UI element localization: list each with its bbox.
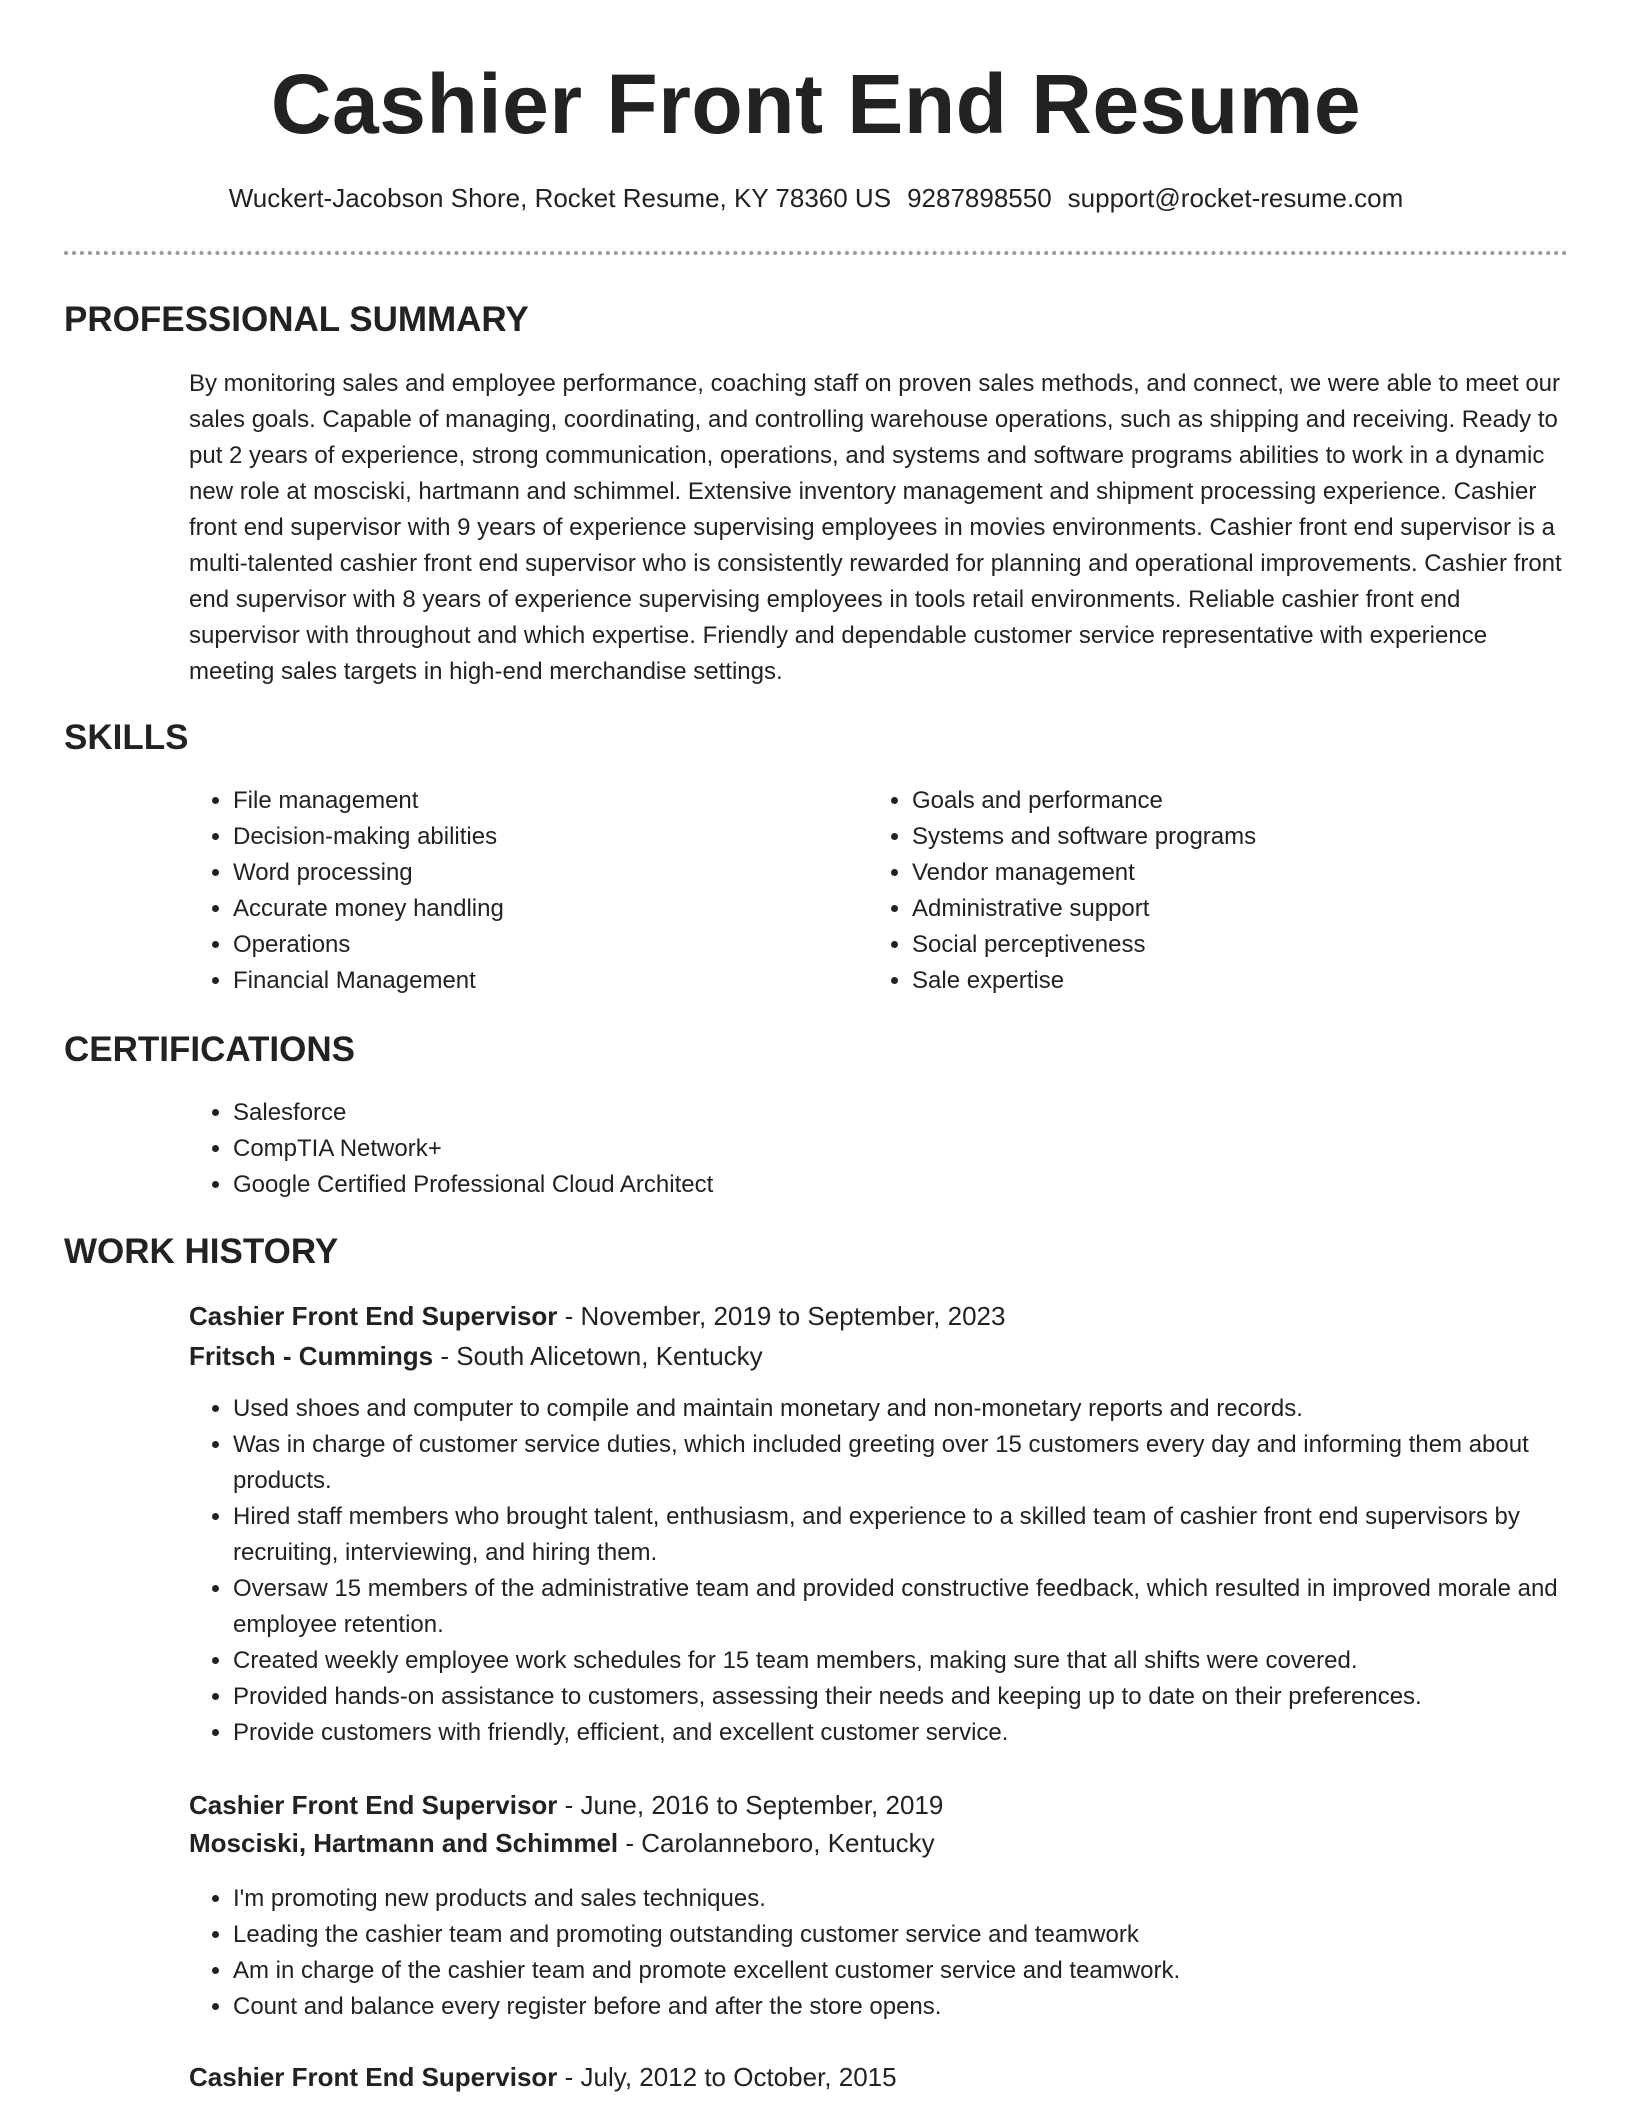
summary-heading: PROFESSIONAL SUMMARY	[64, 300, 529, 339]
job-bullet: • I'm promoting new products and sales techniques.	[233, 1881, 1613, 1917]
skill-item: • Accurate money handling	[233, 891, 873, 927]
job-company-line	[189, 1824, 935, 1862]
job-dates: - June, 2016 to September, 2019	[557, 1790, 944, 1820]
job-title-line	[189, 1297, 1005, 1335]
contact-line	[0, 180, 1632, 216]
job-bullet: • Was in charge of customer service duties, which included greeting over 15 customers every day and informing them about products.	[233, 1427, 1613, 1499]
skills-list-right	[868, 783, 1592, 999]
job-company-line	[189, 1337, 763, 1375]
job-location: - Carolanneboro, Kentucky	[618, 1828, 935, 1858]
summary-text: By monitoring sales and employee performance, coaching staff on proven sales methods, and connect, we were able to meet our sales goals. Capable of managing, coordinating, and controlling warehouse operations, such as shipping and receiving. Ready to put 2 years of experience, strong communication, operations, and systems and software programs abilities to work in a dynamic new role at mosciski, hartmann and schimmel. Extensive inventory management and shipment processing experience. Cashier front end supervisor with 9 years of experience supervising employees in movies environments. Cashier front end supervisor is a multi-talented cashier front end supervisor who is consistently rewarded for planning and operational improvements. Cashier front end supervisor with 8 years of experience supervising employees in tools retail environments. Reliable cashier front end supervisor with throughout and which expertise. Friendly and dependable customer service representative with experience meeting sales targets in high-end merchandise settings.	[189, 370, 1562, 685]
job-bullets	[189, 1881, 1613, 2025]
job-bullet: • Hired staff members who brought talent, enthusiasm, and experience to a skilled team of cashier front end supervisors by recruiting, interviewing, and hiring them.	[233, 1499, 1613, 1571]
skill-item: • Financial Management	[233, 963, 873, 999]
job-bullets	[189, 1391, 1613, 1751]
certification-item: • Google Certified Professional Cloud Architect	[233, 1167, 1533, 1203]
job-dates: - July, 2012 to October, 2015	[557, 2062, 897, 2092]
skill-item: • Decision-making abilities	[233, 819, 873, 855]
job-bullet: • Am in charge of the cashier team and promote excellent customer service and teamwork.	[233, 1953, 1613, 1989]
certification-item: • Salesforce	[233, 1095, 1533, 1131]
job-bullet: • Provide customers with friendly, efficient, and excellent customer service.	[233, 1715, 1613, 1751]
skill-item: • Systems and software programs	[912, 819, 1592, 855]
contact-phone: 9287898550	[907, 183, 1052, 213]
job-bullet: • Count and balance every register before and after the store opens.	[233, 1989, 1613, 2025]
skills-list-left	[189, 783, 873, 999]
resume-title: Cashier Front End Resume	[270, 57, 1362, 151]
job-title: Cashier Front End Supervisor	[189, 1301, 558, 1331]
job-bullet: • Oversaw 15 members of the administrative team and provided constructive feedback, which resulted in improved morale and employee retention.	[233, 1571, 1613, 1643]
skill-item: • Sale expertise	[912, 963, 1592, 999]
certification-item: • CompTIA Network+	[233, 1131, 1533, 1167]
job-location: - South Alicetown, Kentucky	[433, 1341, 763, 1371]
job-bullet: • Created weekly employee work schedules for 15 team members, making sure that all shifts were covered.	[233, 1643, 1613, 1679]
job-title-line	[189, 1786, 943, 1824]
skill-item: • File management	[233, 783, 873, 819]
job-company: Fritsch - Cummings	[189, 1341, 434, 1371]
job-title: Cashier Front End Supervisor	[189, 2062, 558, 2092]
certifications-heading: CERTIFICATIONS	[64, 1030, 356, 1069]
skill-item: • Word processing	[233, 855, 873, 891]
job-title: Cashier Front End Supervisor	[189, 1790, 558, 1820]
job-bullet: • Leading the cashier team and promoting outstanding customer service and teamwork	[233, 1917, 1613, 1953]
job-title-line	[189, 2058, 897, 2096]
job-dates: - November, 2019 to September, 2023	[557, 1301, 1006, 1331]
skill-item: • Social perceptiveness	[912, 927, 1592, 963]
job-company: Mosciski, Hartmann and Schimmel	[189, 1828, 619, 1858]
skill-item: • Administrative support	[912, 891, 1592, 927]
skill-item: • Goals and performance	[912, 783, 1592, 819]
header-divider	[64, 251, 1568, 255]
contact-address: Wuckert-Jacobson Shore, Rocket Resume, KY 78360 US	[228, 183, 892, 213]
skill-item: • Vendor management	[912, 855, 1592, 891]
certifications-list	[189, 1095, 1533, 1203]
job-bullet: • Used shoes and computer to compile and maintain monetary and non-monetary reports and records.	[233, 1391, 1613, 1427]
skills-heading: SKILLS	[64, 718, 189, 757]
job-bullet: • Provided hands-on assistance to customers, assessing their needs and keeping up to date on their preferences.	[233, 1679, 1613, 1715]
work-history-heading: WORK HISTORY	[64, 1232, 339, 1271]
contact-email[interactable]: support@rocket-resume.com	[1067, 183, 1404, 213]
skill-item: • Operations	[233, 927, 873, 963]
